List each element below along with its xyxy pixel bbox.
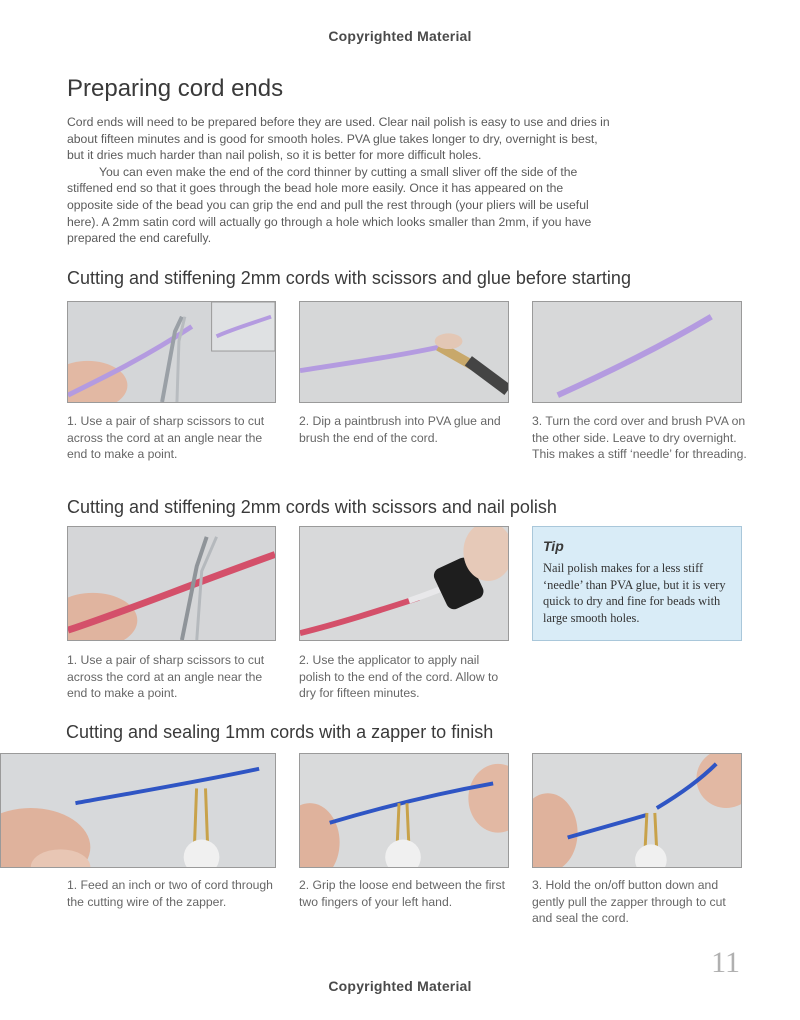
- copyright-header: Copyrighted Material: [328, 28, 472, 44]
- page-number: 11: [711, 946, 740, 979]
- caption-zapper-step-2: 2. Grip the loose end between the first two fingers of your left hand.: [299, 878, 505, 909]
- photo-zapper-grip: [299, 753, 509, 868]
- page-title: Preparing cord ends: [67, 75, 284, 102]
- caption-glue-step-1: 1. Use a pair of sharp scissors to cut across the cord at an angle near the end to make a point.: [67, 414, 265, 462]
- caption-glue-step-3: 3. Turn the cord over and brush PVA on the other side. Leave to dry overnight. This makes a stiff ‘needle’ for threading.: [532, 414, 747, 462]
- caption-glue-step-2: 2. Dip a paintbrush into PVA glue and brush the end of the cord.: [299, 414, 501, 445]
- tip-box: [532, 526, 742, 641]
- caption-zapper-step-1: 1. Feed an inch or two of cord through the cutting wire of the zapper.: [67, 878, 273, 909]
- photo-brushed-cord: [532, 301, 742, 403]
- caption-polish-step-2: 2. Use the applicator to apply nail polish to the end of the cord. Allow to dry for fifteen minutes.: [299, 653, 499, 701]
- photo-scissors-cut-lilac: [67, 301, 276, 403]
- tip-title: Tip: [543, 538, 564, 554]
- photo-zapper-seal: [532, 753, 742, 868]
- photo-zapper-feed: [0, 753, 276, 868]
- intro-paragraph-2: You can even make the end of the cord thinner by cutting a small sliver off the side of the stiffened end so that it goes through the bead hole more easily. Once it has appeared on the opposite side of the bead you can grip the end and pull the rest through (your pliers will be useful here). A 2mm satin cord will actually go through a hole which looks smaller than 2mm, if you have prepared the end carefully.: [67, 164, 592, 246]
- photo-nail-polish-applicator: [299, 526, 509, 641]
- intro-text: [67, 114, 612, 247]
- photo-paintbrush-glue: [299, 301, 509, 403]
- tip-text: Nail polish makes for a less stiff ‘needle’ than PVA glue, but it is very quick to dry and fine for beads with large smooth holes.: [543, 561, 726, 625]
- photo-scissors-cut-red: [67, 526, 276, 641]
- section-heading-zapper: Cutting and sealing 1mm cords with a zapper to finish: [66, 722, 494, 742]
- caption-polish-step-1: 1. Use a pair of sharp scissors to cut across the cord at an angle near the end to make a point.: [67, 653, 265, 701]
- copyright-footer: Copyrighted Material: [328, 978, 472, 994]
- intro-paragraph-1: Cord ends will need to be prepared before they are used. Clear nail polish is easy to use and dries in about fifteen minutes and is good for smooth holes. PVA glue takes longer to dry, overnight is best, but it dries much harder than nail polish, so it is better for more difficult holes.: [67, 115, 610, 163]
- caption-zapper-step-3: 3. Hold the on/off button down and gently pull the zapper through to cut and seal the cord.: [532, 878, 726, 926]
- section-heading-glue: Cutting and stiffening 2mm cords with scissors and glue before starting: [67, 268, 631, 288]
- section-heading-nail-polish: Cutting and stiffening 2mm cords with scissors and nail polish: [67, 497, 557, 517]
